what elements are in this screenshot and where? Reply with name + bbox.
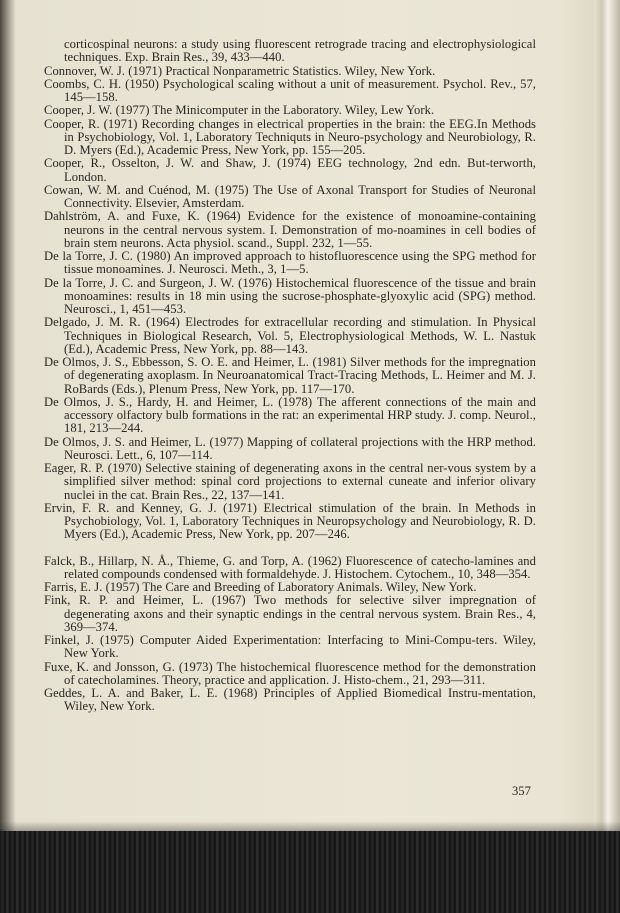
reference-entry: Geddes, L. A. and Baker, L. E. (1968) Principles of Applied Biomedical Instru-mentation, Wiley, New York. bbox=[44, 686, 536, 714]
reference-entry: De Olmos, J. S. and Heimer, L. (1977) Mapping of collateral projections with the HRP method. Neurosci. Lett., 6, 107—114. bbox=[44, 434, 536, 462]
scanner-bed-band bbox=[0, 831, 620, 913]
reference-entry: Fink, R. P. and Heimer, L. (1967) Two methods for selective silver impregnation of degenerating axons and their synaptic endings in the central nervous system. Brain Res., 4, 369—374. bbox=[44, 593, 536, 634]
reference-entry: Delgado, J. M. R. (1964) Electrodes for extracellular recording and stimulation. In Physical Techniques in Biological Research, Vol. 5, Electrophysiological Methods, W. L. Nastuk (Ed.), Academic Press, New York, pp. 88—143. bbox=[44, 315, 536, 356]
reference-entry: De Olmos, J. S., Ebbesson, S. O. E. and Heimer, L. (1981) Silver methods for the impregnation of degenerating axoplasm. In Neuroanatomical Tract-Tracing Methods, L. Heimer and M. J. RoBards (Eds.), Plenum Press, New York, pp. 117—170. bbox=[44, 355, 536, 396]
reference-entry: Dahlström, A. and Fuxe, K. (1964) Evidence for the existence of monoamine-containing neurons in the central nervous system. I. Demonstration of mo-noamines in cell bodies of brain stem neurons. Acta physiol. scand., Suppl. 232, 1—55. bbox=[44, 209, 536, 250]
reference-entry: corticospinal neurons: a study using fluorescent retrograde tracing and electrophysiological techniques. Exp. Brain Res., 39, 433—440. bbox=[64, 37, 536, 65]
reference-entry: Cooper, R. (1971) Recording changes in electrical properties in the brain: the EEG.In Methods in Psychobiology, Vol. 1, Laboratory Techniquts in Neuro-psychology and Neurobiology, R. D. Myers (Ed.), Academic Press, New York, pp. 155—205. bbox=[44, 116, 536, 157]
reference-list bbox=[44, 38, 536, 714]
reference-entry: Coombs, C. H. (1950) Psychological scaling without a unit of measurement. Psychol. Rev., 57, 145—158. bbox=[44, 76, 536, 104]
reference-entry: Finkel, J. (1975) Computer Aided Experimentation: Interfacing to Mini-Compu-ters. Wiley, New York. bbox=[44, 633, 536, 661]
page-bottom-shadow bbox=[0, 821, 620, 831]
reference-entry: Connover, W. J. (1971) Practical Nonparametric Statistics. Wiley, New York. bbox=[44, 63, 436, 78]
reference-entry: Cooper, J. W. (1977) The Minicomputer in the Laboratory. Wiley, Lew York. bbox=[44, 103, 435, 118]
reference-entry: Fuxe, K. and Jonsson, G. (1973) The histochemical fluorescence method for the demonstration of catecholamines. Theory, practice and application. J. Histo-chem., 21, 293—311. bbox=[44, 659, 536, 687]
reference-entry: Cowan, W. M. and Cuénod, M. (1975) The Use of Axonal Transport for Studies of Neuronal Connectivity. Elsevier, Amsterdam. bbox=[44, 182, 536, 210]
reference-entry: Farris, E. J. (1957) The Care and Breeding of Laboratory Animals. Wiley, New York. bbox=[44, 580, 477, 594]
reference-entry: De la Torre, J. C. (1980) An improved approach to histofluorescence using the SPG method for tissue monoamines. J. Neurosci. Meth., 3, 1—5. bbox=[44, 249, 536, 277]
reference-entry: De Olmos, J. S., Hardy, H. and Heimer, L. (1978) The afferent connections of the main and accessory olfactory bulb formations in the rat: an experimental HRP study. J. comp. Neurol., 181, 213—244. bbox=[44, 394, 536, 436]
reference-entry: Eager, R. P. (1970) Selective staining of degenerating axons in the central ner-vous system by a simplified silver method: spinal cord projections to external cuneate and inferior olivary nuclei in the cat. Brain Res., 22, 137—141. bbox=[44, 461, 536, 502]
reference-entry: Falck, B., Hillarp, N. Å., Thieme, G. and Torp, A. (1962) Fluorescence of catecho-lamines and related compounds condensed with formaldehyde. J. Histochem. Cytochem., 10, 348—354. bbox=[44, 553, 536, 581]
page-edge-shadow bbox=[594, 0, 620, 913]
page-number: 357 bbox=[512, 784, 531, 798]
reference-entry: Ervin, F. R. and Kenney, G. J. (1971) Electrical stimulation of the brain. In Methods in Psychobiology, Vol. 1, Laboratory Techniques in Neuropsychology and Neurobiology, R. D. Myers (Ed.), Academic Press, New York, pp. 207—246. bbox=[44, 500, 536, 542]
reference-entry: Cooper, R., Osselton, J. W. and Shaw, J. (1974) EEG technology, 2nd edn. But-terworth, London. bbox=[44, 156, 536, 184]
reference-entry: De la Torre, J. C. and Surgeon, J. W. (1976) Histochemical fluorescence of the tissue and brain monoamines: results in 18 min using the sucrose-phosphate-glyoxylic acid (SPG) method. Neurosci., 1, 451—453. bbox=[44, 275, 536, 316]
